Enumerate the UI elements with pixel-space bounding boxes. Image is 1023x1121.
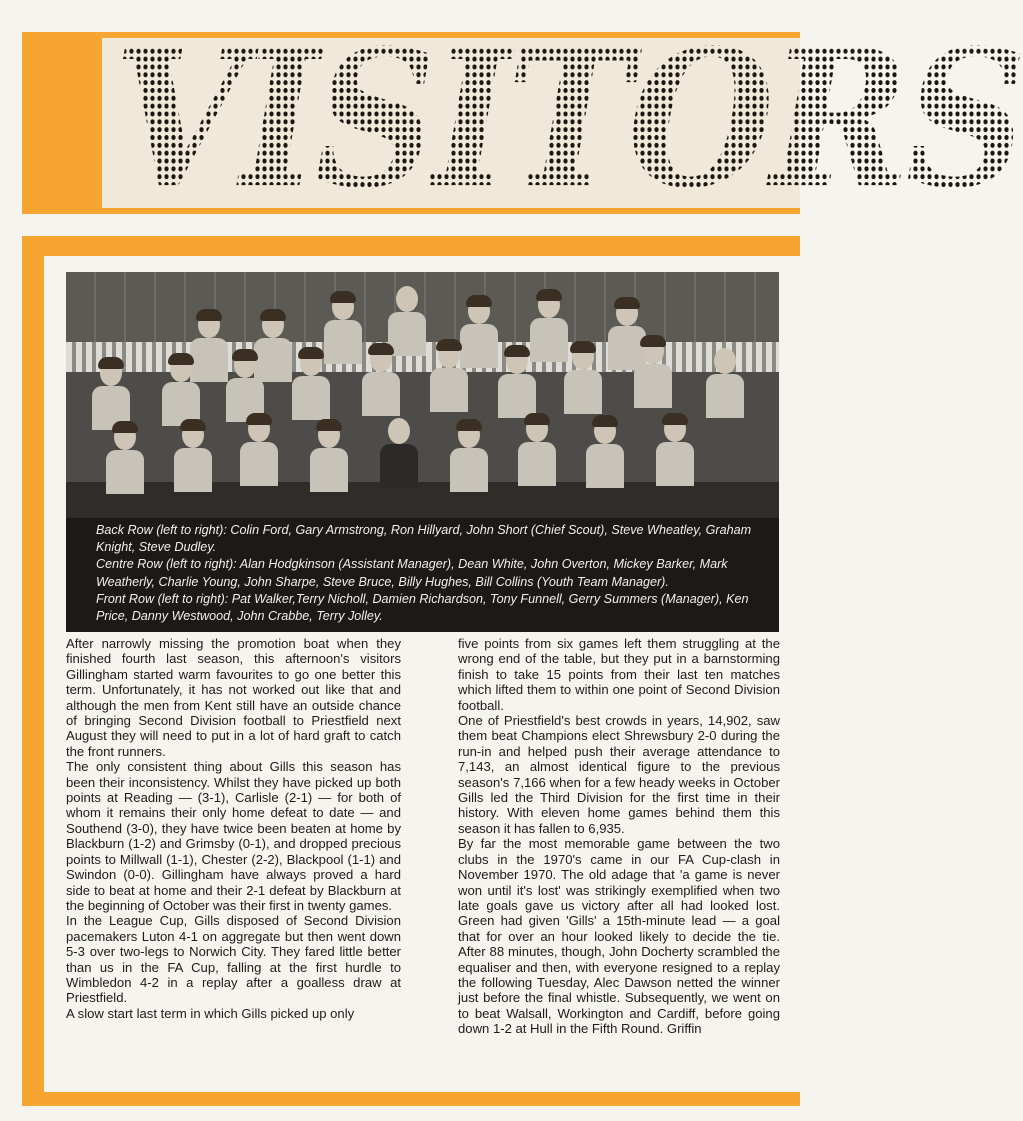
photo-ground: [66, 482, 779, 518]
paragraph: By far the most memorable game between the two clubs in the 1970's came in our FA Cup-clash in November 1970. The old adage that 'a game is never won until it's lost' was strikingly exemplified when two late goals gave us victory after all had looked lost. Green had given 'Gills' a 15th-minute lead — a goal that for over an hour looked likely to decide the tie. After 88 minutes, though, John Docherty scrambled the equaliser and then, with everyone resigned to a replay the following Tuesday, Alec Dawson netted the winner just before the final whistle. Subsequently, we went on to beat Walsall, Workington and Cardiff, before going down 1-2 at Hull in the Fifth Round. Griffin: [458, 836, 780, 1037]
page-title: VISITORS: [114, 8, 1023, 230]
paragraph: five points from six games left them struggling at the wrong end of the table, but they put in a barnstorming finish to take 15 points from their last ten matches which lifted them to within one point of Second Division football.: [458, 636, 780, 713]
team-photo: [66, 272, 779, 518]
caption-front-row: Front Row (left to right): Pat Walker,Terry Nicholl, Damien Richardson, Tony Funnell, Gerry Summers (Manager), Ken Price, Danny Westwood, John Crabbe, Terry Jolley.: [96, 591, 749, 624]
title-panel: [102, 8, 1023, 230]
paragraph: One of Priestfield's best crowds in years, 14,902, saw them beat Champions elect Shrewsbury 2-0 during the run-in and helped push their average attendance to 7,143, an almost identical figure to the previous season's 7,166 when for a few heady weeks in October Gills led the Third Division for the first time in their history. With eleven home games behind them this season it has fallen to 6,935.: [458, 713, 780, 836]
title-banner: [22, 8, 1023, 230]
photo-caption: [66, 518, 779, 632]
article-column-right: [458, 636, 780, 1037]
paragraph: After narrowly missing the promotion boat when they finished fourth last season, this afternoon's visitors Gillingham started warm favourites to go one better this term. Unfortunately, it has not worked out like that and although the men from Kent still have an outside chance of bringing Second Division football to Priestfield next August they will need to put in a lot of hard graft to catch the front runners.: [66, 636, 401, 759]
article-column-left: [66, 636, 401, 1021]
paragraph: A slow start last term in which Gills picked up only: [66, 1005, 355, 1021]
caption-centre-row: Centre Row (left to right): Alan Hodgkinson (Assistant Manager), Dean White, John Overton, Mickey Barker, Mark Weatherly, Charlie Young, John Sharpe, Steve Bruce, Billy Hughes, Bill Collins (Youth Team Manager).: [96, 557, 728, 589]
caption-back-row: Back Row (left to right): Colin Ford, Gary Armstrong, Ron Hillyard, John Short (Chief Scout), Steve Wheatley, Graham Knight, Steve Dudley.: [96, 523, 752, 555]
paragraph: The only consistent thing about Gills this season has been their inconsistency. Whilst they have picked up both points at Reading — (3-1), Carlisle (2-1) — for both of whom it remains their only home defeat to date — and Southend (3-0), they have twice been beaten at home by Blackburn (1-2) and Grimsby (0-1), and dropped precious points to Millwall (1-1), Chester (2-2), Blackpool (1-1) and Swindon (0-0). Gillingham have always proved a hard side to beat at home and their 2-1 defeat by Blackburn at the beginning of October was their first in twenty games.: [66, 759, 401, 913]
paragraph: In the League Cup, Gills disposed of Second Division pacemakers Luton 4-1 on aggregate but then went down 5-3 over two-legs to Norwich City. They fared little better than us in the FA Cup, falling at the first hurdle to Wimbledon 4-2 in a replay after a goalless draw at Priestfield.: [66, 913, 401, 1006]
